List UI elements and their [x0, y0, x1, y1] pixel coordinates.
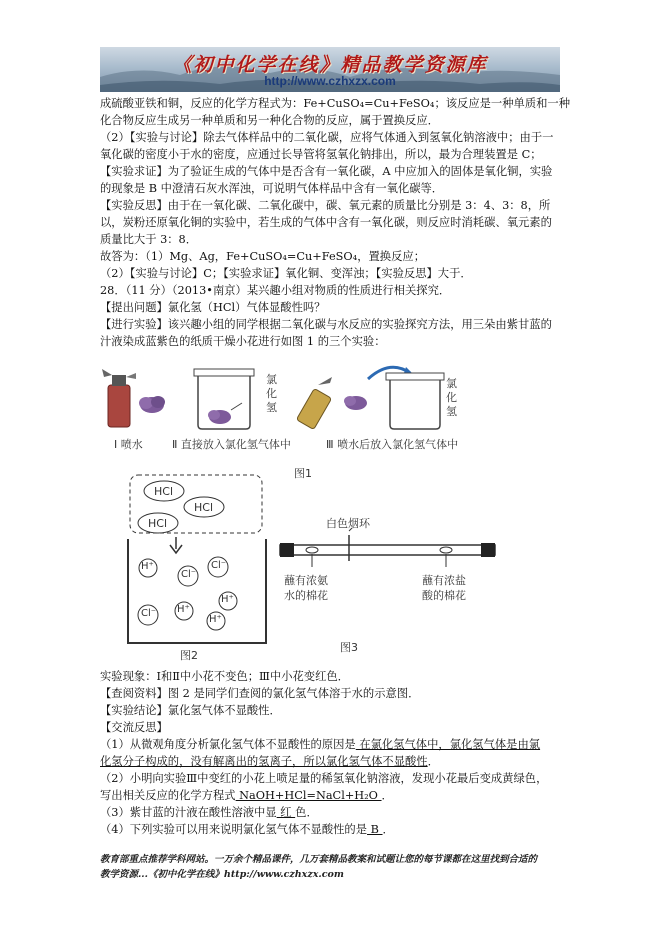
figure-2-3	[100, 465, 570, 665]
text-line-10: 故答为：（1）Mg、Ag，Fe+CuSO₄=Cu+FeSO₄，置换反应；	[100, 250, 425, 263]
figure-1-name: 图1	[294, 467, 312, 480]
gas-label-char: 化	[446, 391, 457, 404]
text-line-13: 【提出问题】氯化氢（HCl）气体显酸性吗？	[100, 301, 326, 314]
text-line-2: 化合物反应生成另一种单质和另一种化合物的反应，属于置换反应．	[100, 114, 439, 127]
purple-flower-icon	[139, 396, 165, 413]
figure-1-caption-3: Ⅲ 喷水后放入氯化氢气体中	[326, 438, 459, 451]
white-smoke-ring-label: 白色烟环	[326, 517, 370, 530]
question-2-line-1: （2）小明向实验Ⅲ中变红的小花上喷足量的稀氢氧化钠溶液，发现小花最后变成黄绿色，	[100, 772, 548, 785]
text-line-19: 【交流反思】	[100, 721, 168, 734]
ion-label: H⁺	[141, 561, 154, 572]
question-2-answer: NaOH+HCl=NaCl+H₂O	[235, 789, 382, 802]
hcl-molecule-label: HCl	[194, 501, 214, 514]
gas-label-char: 氢	[266, 401, 277, 414]
text-line-9: 质量比大于 3：8．	[100, 233, 198, 246]
hcl-molecule-label: HCl	[154, 485, 174, 498]
ion-label: H⁺	[221, 594, 234, 605]
hcl-cotton-label	[422, 573, 466, 603]
question-1-suffix: ．	[427, 755, 439, 768]
figure-2-name: 图2	[180, 649, 198, 662]
text-line-17: 【查阅资料】图 2 是同学们查阅的氯化氢气体溶于水的示意图．	[100, 687, 420, 700]
question-4-answer: B	[367, 823, 383, 836]
text-line-12: 28．（11 分）（2013•南京）某兴趣小组对物质的性质进行相关探究．	[100, 284, 451, 297]
text-line-7: 【实验反思】由于在一氧化碳、二氧化碳中，碳、氧元素的质量比分别是 3：4、3：8，所	[100, 199, 551, 212]
question-3-prefix: （3）紫甘蓝的汁液在酸性溶液中显	[100, 806, 277, 819]
text-line-5: 【实验求证】为了验证生成的气体中是否含有一氧化碳，A 中应加入的固体是氧化铜，实验	[100, 165, 553, 178]
question-3-suffix: 色．	[295, 806, 318, 819]
gas-jar-icon	[386, 373, 444, 429]
ion-label: Cl⁻	[211, 560, 227, 571]
text-line-18: 【实验结论】氯化氢气体不显酸性．	[100, 704, 281, 717]
footer-line-1: 教育部重点推荐学科网站。一万余个精品课件，几万套精品教案和试题让您的每节课都在这里找到合适的	[100, 854, 538, 865]
hcl-cotton-label-line-2: 酸的棉花	[422, 589, 466, 602]
question-2-suffix: ．	[381, 789, 393, 802]
ammonia-cotton-label	[284, 573, 328, 603]
text-line-11: （2）【实验与讨论】C；【实验求证】氧化铜、变浑浊；【实验反思】大于．	[100, 267, 472, 280]
text-line-14: 【进行实验】该兴趣小组的同学根据二氧化碳与水反应的实验探究方法，用三朵由紫甘蓝的	[100, 318, 552, 331]
text-line-6: 的现象是 B 中澄清石灰水浑浊，可说明气体样品中含有一氧化碳等．	[100, 182, 444, 195]
question-1-answer-a: 在氯化氢气体中，氯化氢气体是由氯	[355, 738, 541, 751]
figure-1-caption-2: Ⅱ 直接放入氯化氢气体中	[172, 438, 291, 451]
ammonia-cotton-label-line-1: 蘸有浓氨	[284, 574, 328, 587]
question-1	[100, 736, 570, 753]
spray-bottle-icon	[102, 369, 136, 427]
text-line-3: （2）【实验与讨论】除去气体样品中的二氧化碳，应将气体通入到氢氧化钠溶液中；由于一	[100, 131, 554, 144]
text-line-1: 成硫酸亚铁和铜，反应的化学方程式为：Fe+CuSO₄=Cu+FeSO₄；该反应是一种单质和一种	[100, 97, 571, 110]
glass-tube-icon	[280, 528, 495, 567]
gas-label-char: 氯	[446, 377, 457, 390]
gas-label-char: 氢	[446, 405, 457, 418]
gas-jar-icon	[194, 369, 254, 429]
text-line-4: 氧化碳的密度小于水的密度，应通过长导管将氢氧化钠排出，所以，最为合理装置是 C；	[100, 148, 542, 161]
hcl-molecule-label: HCl	[148, 517, 168, 530]
banner-title: 《初中化学在线》精品教学资源库	[172, 54, 488, 76]
figure-3-name: 图3	[340, 641, 358, 654]
ion-label: H⁺	[209, 614, 222, 625]
question-3	[100, 804, 570, 821]
ion-label: Cl⁻	[141, 608, 157, 619]
header-banner	[100, 47, 560, 92]
question-1-cont	[100, 753, 570, 770]
gas-label-char: 氯	[266, 373, 277, 386]
question-2-prefix: 写出相关反应的化学方程式	[100, 789, 236, 802]
ammonia-cotton-label-line-2: 水的棉花	[284, 589, 328, 602]
question-4	[100, 821, 570, 838]
banner-url[interactable]: http://www.czhxzx.com	[264, 74, 396, 88]
text-line-15: 汁液染成蓝紫色的纸质干燥小花进行如图 1 的三个实验：	[100, 335, 386, 348]
question-1-prefix: （1）从微观角度分析氯化氢气体不显酸性的原因是	[100, 738, 356, 751]
question-4-prefix: （4）下列实验可以用来说明氯化氢气体不显酸性的是	[100, 823, 368, 836]
question-1-answer-b: 化氢分子构成的，没有解离出的氢离子，所以氯化氢气体不显酸性	[100, 755, 428, 768]
gas-label-char: 化	[266, 387, 277, 400]
hcl-cotton-label-line-1: 蘸有浓盐	[422, 574, 466, 587]
purple-flower-icon	[344, 396, 367, 410]
question-2	[100, 787, 570, 804]
spray-bottle-icon	[296, 377, 332, 430]
text-line-8: 以，炭粉还原氧化铜的实验中，若生成的气体中含有一氧化碳，则反应时消耗碳、氧元素的	[100, 216, 552, 229]
footer	[100, 852, 570, 882]
footer-line-2[interactable]: 教学资源...《初中化学在线》http://www.czhxzx.com	[100, 869, 344, 880]
ion-label: H⁺	[177, 604, 190, 615]
ion-label: Cl⁻	[181, 569, 197, 580]
figure-1-caption-1: Ⅰ 喷水	[114, 438, 143, 451]
text-line-16: 实验现象：Ⅰ和Ⅱ中小花不变色；Ⅲ中小花变红色．	[100, 670, 349, 683]
question-3-answer: 红	[276, 806, 296, 819]
question-4-suffix: ．	[382, 823, 394, 836]
